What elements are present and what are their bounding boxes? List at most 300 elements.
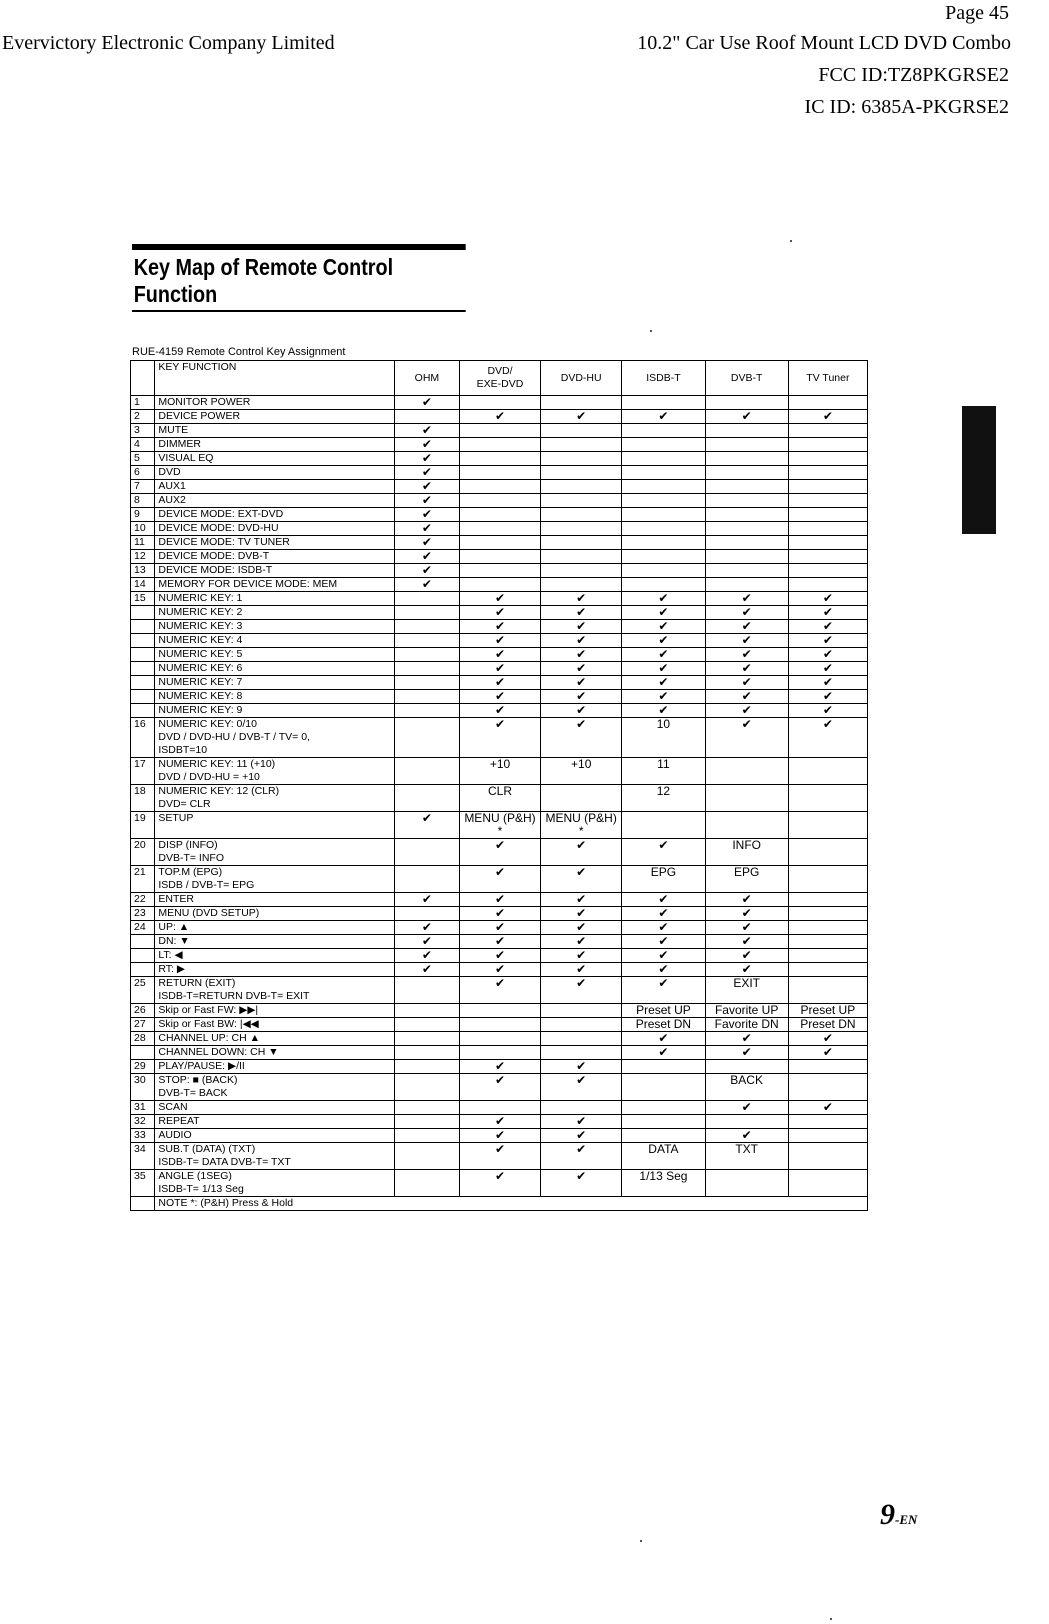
cell-dvd-hu: [541, 480, 622, 494]
cell-dvd-hu: [541, 1046, 622, 1060]
cell-ohm: [394, 977, 459, 1004]
cell-isdb-t: [622, 564, 705, 578]
table-row: [131, 662, 868, 676]
table-row: [131, 466, 868, 480]
key-function: PLAY/PAUSE: ▶/II: [155, 1060, 395, 1074]
table-row: [131, 676, 868, 690]
row-number: 7: [131, 480, 155, 494]
cell-tv-tuner: ✔: [788, 1101, 867, 1115]
key-function: DIMMER: [155, 438, 395, 452]
cell-ohm: [394, 866, 459, 893]
table-row: [131, 1170, 868, 1197]
cell-dvb-t: [705, 785, 788, 812]
table-row: [131, 1143, 868, 1170]
key-function: TOP.M (EPG) ISDB / DVB-T= EPG: [155, 866, 395, 893]
key-function: DN: ▼: [155, 935, 395, 949]
cell-dvd-hu: ✔: [541, 606, 622, 620]
cell-dvd-ext: ✔: [459, 1115, 540, 1129]
cell-tv-tuner: ✔: [788, 690, 867, 704]
cell-dvd-ext: ✔: [459, 1129, 540, 1143]
cell-dvb-t: ✔: [705, 921, 788, 935]
table-row: [131, 1018, 868, 1032]
cell-dvd-ext: ✔: [459, 921, 540, 935]
row-number: 21: [131, 866, 155, 893]
cell-dvd-hu: ✔: [541, 1115, 622, 1129]
company-name: Evervictory Electronic Company Limited: [2, 32, 335, 54]
key-function: REPEAT: [155, 1115, 395, 1129]
cell-tv-tuner: [788, 494, 867, 508]
row-number: 19: [131, 812, 155, 839]
cell-dvd-ext: ✔: [459, 893, 540, 907]
cell-dvd-ext: ✔: [459, 1060, 540, 1074]
note-row: [131, 1197, 868, 1211]
row-number: [131, 949, 155, 963]
cell-dvd-ext: ✔: [459, 648, 540, 662]
table-row: [131, 648, 868, 662]
row-number: 29: [131, 1060, 155, 1074]
cell-isdb-t: ✔: [622, 949, 705, 963]
cell-dvd-ext: [459, 396, 540, 410]
cell-dvb-t: Favorite DN: [705, 1018, 788, 1032]
table-row: [131, 921, 868, 935]
cell-dvd-hu: [541, 508, 622, 522]
cell-dvd-hu: ✔: [541, 949, 622, 963]
table-row: [131, 494, 868, 508]
row-number: 13: [131, 564, 155, 578]
key-function: MENU (DVD SETUP): [155, 907, 395, 921]
cell-tv-tuner: Preset DN: [788, 1018, 867, 1032]
cell-dvd-hu: ✔: [541, 410, 622, 424]
key-function: SETUP: [155, 812, 395, 839]
key-function: STOP: ■ (BACK) DVB-T= BACK: [155, 1074, 395, 1101]
table-row: [131, 606, 868, 620]
cell-dvd-hu: [541, 466, 622, 480]
cell-isdb-t: Preset UP: [622, 1004, 705, 1018]
header-tv-tuner: TV Tuner: [788, 361, 867, 396]
cell-isdb-t: ✔: [622, 704, 705, 718]
row-number: 20: [131, 839, 155, 866]
table-row: [131, 785, 868, 812]
cell-isdb-t: ✔: [622, 921, 705, 935]
cell-dvd-hu: +10: [541, 758, 622, 785]
cell-tv-tuner: [788, 893, 867, 907]
row-number: 17: [131, 758, 155, 785]
key-function: NUMERIC KEY: 4: [155, 634, 395, 648]
row-number: 28: [131, 1032, 155, 1046]
cell-dvd-ext: [459, 1018, 540, 1032]
cell-ohm: ✔: [394, 466, 459, 480]
row-number: 5: [131, 452, 155, 466]
row-number: 18: [131, 785, 155, 812]
table-row: [131, 704, 868, 718]
cell-tv-tuner: [788, 1143, 867, 1170]
cell-dvd-ext: [459, 1004, 540, 1018]
cell-tv-tuner: [788, 758, 867, 785]
cell-isdb-t: [622, 480, 705, 494]
cell-dvd-ext: [459, 522, 540, 536]
key-function: DEVICE MODE: ISDB-T: [155, 564, 395, 578]
cell-dvd-hu: MENU (P&H) *: [541, 812, 622, 839]
cell-dvd-hu: [541, 494, 622, 508]
cell-dvd-ext: ✔: [459, 690, 540, 704]
cell-dvb-t: ✔: [705, 620, 788, 634]
cell-dvb-t: ✔: [705, 606, 788, 620]
key-function: NUMERIC KEY: 2: [155, 606, 395, 620]
row-number: [131, 620, 155, 634]
cell-isdb-t: [622, 1074, 705, 1101]
cell-dvb-t: ✔: [705, 718, 788, 758]
key-function: ANGLE (1SEG) ISDB-T= 1/13 Seg: [155, 1170, 395, 1197]
cell-tv-tuner: [788, 564, 867, 578]
cell-tv-tuner: [788, 480, 867, 494]
key-function: NUMERIC KEY: 0/10 DVD / DVD-HU / DVB-T / TV= 0, ISDBT=10: [155, 718, 395, 758]
row-number: [131, 648, 155, 662]
note-num: [131, 1197, 155, 1211]
cell-dvd-ext: ✔: [459, 620, 540, 634]
cell-ohm: ✔: [394, 522, 459, 536]
cell-dvd-hu: ✔: [541, 592, 622, 606]
cell-ohm: ✔: [394, 921, 459, 935]
cell-ohm: [394, 606, 459, 620]
row-number: [131, 676, 155, 690]
cell-dvd-ext: ✔: [459, 704, 540, 718]
key-function: SCAN: [155, 1101, 395, 1115]
table-row: [131, 893, 868, 907]
table-row: [131, 866, 868, 893]
cell-isdb-t: [622, 1129, 705, 1143]
cell-tv-tuner: [788, 1129, 867, 1143]
cell-tv-tuner: [788, 1060, 867, 1074]
table-row: [131, 396, 868, 410]
cell-tv-tuner: ✔: [788, 1032, 867, 1046]
key-function: NUMERIC KEY: 5: [155, 648, 395, 662]
cell-dvd-hu: [541, 438, 622, 452]
cell-isdb-t: ✔: [622, 662, 705, 676]
cell-dvb-t: ✔: [705, 676, 788, 690]
cell-tv-tuner: [788, 1170, 867, 1197]
row-number: [131, 662, 155, 676]
cell-tv-tuner: ✔: [788, 648, 867, 662]
cell-isdb-t: Preset DN: [622, 1018, 705, 1032]
row-number: [131, 634, 155, 648]
cell-dvb-t: [705, 494, 788, 508]
table-row: [131, 620, 868, 634]
cell-isdb-t: ✔: [622, 592, 705, 606]
table-row: [131, 690, 868, 704]
page-mark: [880, 1498, 917, 1532]
page-number: Page 45: [945, 2, 1009, 24]
ic-id: IC ID: 6385A-PKGRSE2: [804, 96, 1009, 118]
cell-dvd-hu: ✔: [541, 634, 622, 648]
cell-tv-tuner: [788, 785, 867, 812]
cell-ohm: [394, 634, 459, 648]
cell-dvd-hu: ✔: [541, 907, 622, 921]
key-function: NUMERIC KEY: 6: [155, 662, 395, 676]
cell-tv-tuner: [788, 396, 867, 410]
table-row: [131, 758, 868, 785]
row-number: 8: [131, 494, 155, 508]
cell-isdb-t: EPG: [622, 866, 705, 893]
scan-speck: [640, 1540, 642, 1542]
scan-speck: [650, 330, 652, 332]
key-function: NUMERIC KEY: 8: [155, 690, 395, 704]
cell-ohm: ✔: [394, 949, 459, 963]
row-number: 6: [131, 466, 155, 480]
cell-ohm: [394, 1046, 459, 1060]
cell-tv-tuner: [788, 466, 867, 480]
scan-speck: [790, 240, 792, 242]
key-function: RETURN (EXIT) ISDB-T=RETURN DVB-T= EXIT: [155, 977, 395, 1004]
cell-isdb-t: 10: [622, 718, 705, 758]
cell-ohm: [394, 1060, 459, 1074]
cell-dvd-hu: [541, 578, 622, 592]
cell-dvd-ext: ✔: [459, 1170, 540, 1197]
key-function: NUMERIC KEY: 12 (CLR) DVD= CLR: [155, 785, 395, 812]
cell-dvd-ext: [459, 452, 540, 466]
cell-dvb-t: [705, 758, 788, 785]
cell-dvb-t: [705, 1115, 788, 1129]
row-number: 10: [131, 522, 155, 536]
cell-dvb-t: [705, 452, 788, 466]
cell-dvb-t: ✔: [705, 963, 788, 977]
cell-isdb-t: ✔: [622, 648, 705, 662]
cell-isdb-t: ✔: [622, 606, 705, 620]
key-function: DVD: [155, 466, 395, 480]
row-number: 11: [131, 536, 155, 550]
cell-dvd-ext: [459, 550, 540, 564]
cell-dvb-t: [705, 466, 788, 480]
cell-isdb-t: ✔: [622, 907, 705, 921]
cell-dvd-ext: [459, 466, 540, 480]
cell-dvd-ext: ✔: [459, 634, 540, 648]
cell-dvd-ext: MENU (P&H) *: [459, 812, 540, 839]
table-row: [131, 550, 868, 564]
cell-dvb-t: ✔: [705, 907, 788, 921]
cell-tv-tuner: [788, 977, 867, 1004]
cell-dvb-t: [705, 522, 788, 536]
cell-ohm: [394, 662, 459, 676]
cell-tv-tuner: [788, 839, 867, 866]
cell-tv-tuner: [788, 921, 867, 935]
key-map-body: [131, 396, 868, 1197]
cell-tv-tuner: ✔: [788, 718, 867, 758]
cell-dvb-t: TXT: [705, 1143, 788, 1170]
cell-dvd-ext: CLR: [459, 785, 540, 812]
cell-dvd-hu: ✔: [541, 690, 622, 704]
key-function: NUMERIC KEY: 11 (+10) DVD / DVD-HU = +10: [155, 758, 395, 785]
row-number: 34: [131, 1143, 155, 1170]
table-row: [131, 1060, 868, 1074]
cell-dvd-hu: ✔: [541, 866, 622, 893]
product-title: 10.2" Car Use Roof Mount LCD DVD Combo: [637, 32, 1011, 54]
table-row: [131, 592, 868, 606]
key-function: RT: ▶: [155, 963, 395, 977]
cell-isdb-t: ✔: [622, 893, 705, 907]
cell-dvd-ext: ✔: [459, 662, 540, 676]
key-function: AUX1: [155, 480, 395, 494]
cell-ohm: ✔: [394, 508, 459, 522]
table-note: NOTE *: (P&H) Press & Hold: [155, 1197, 868, 1211]
cell-isdb-t: [622, 812, 705, 839]
key-function: MONITOR POWER: [155, 396, 395, 410]
cell-isdb-t: 12: [622, 785, 705, 812]
cell-dvb-t: ✔: [705, 592, 788, 606]
row-number: 30: [131, 1074, 155, 1101]
cell-ohm: ✔: [394, 536, 459, 550]
cell-dvb-t: ✔: [705, 1032, 788, 1046]
key-function: SUB.T (DATA) (TXT) ISDB-T= DATA DVB-T= TXT: [155, 1143, 395, 1170]
cell-dvd-hu: ✔: [541, 648, 622, 662]
cell-dvb-t: Favorite UP: [705, 1004, 788, 1018]
key-function: NUMERIC KEY: 3: [155, 620, 395, 634]
row-number: 4: [131, 438, 155, 452]
cell-tv-tuner: [788, 550, 867, 564]
table-row: [131, 963, 868, 977]
cell-tv-tuner: [788, 424, 867, 438]
cell-dvd-ext: ✔: [459, 935, 540, 949]
row-number: 27: [131, 1018, 155, 1032]
row-number: 14: [131, 578, 155, 592]
cell-dvd-hu: [541, 522, 622, 536]
cell-dvb-t: BACK: [705, 1074, 788, 1101]
cell-dvd-hu: [541, 1032, 622, 1046]
cell-dvd-hu: [541, 550, 622, 564]
cell-dvb-t: ✔: [705, 648, 788, 662]
cell-tv-tuner: [788, 812, 867, 839]
cell-dvb-t: [705, 812, 788, 839]
cell-dvd-ext: ✔: [459, 963, 540, 977]
cell-dvd-hu: ✔: [541, 839, 622, 866]
cell-dvd-ext: ✔: [459, 410, 540, 424]
cell-isdb-t: ✔: [622, 676, 705, 690]
key-function: DEVICE MODE: DVD-HU: [155, 522, 395, 536]
cell-ohm: [394, 592, 459, 606]
key-function: MEMORY FOR DEVICE MODE: MEM: [155, 578, 395, 592]
cell-dvd-ext: [459, 494, 540, 508]
cell-dvd-hu: [541, 1018, 622, 1032]
cell-ohm: [394, 758, 459, 785]
header-isdb-t: ISDB-T: [622, 361, 705, 396]
key-function: CHANNEL DOWN: CH ▼: [155, 1046, 395, 1060]
row-number: 24: [131, 921, 155, 935]
table-row: [131, 410, 868, 424]
cell-dvd-ext: [459, 536, 540, 550]
cell-tv-tuner: [788, 536, 867, 550]
cell-isdb-t: [622, 508, 705, 522]
cell-ohm: [394, 907, 459, 921]
cell-dvb-t: ✔: [705, 893, 788, 907]
row-number: 12: [131, 550, 155, 564]
cell-isdb-t: [622, 494, 705, 508]
cell-dvd-ext: ✔: [459, 718, 540, 758]
cell-ohm: ✔: [394, 963, 459, 977]
cell-dvd-hu: [541, 1004, 622, 1018]
row-number: 2: [131, 410, 155, 424]
cell-isdb-t: ✔: [622, 977, 705, 1004]
header-dvb-t: DVB-T: [705, 361, 788, 396]
cell-dvb-t: ✔: [705, 1046, 788, 1060]
cell-isdb-t: 1/13 Seg: [622, 1170, 705, 1197]
cell-dvd-hu: ✔: [541, 1143, 622, 1170]
cell-isdb-t: [622, 466, 705, 480]
cell-ohm: [394, 1074, 459, 1101]
cell-isdb-t: ✔: [622, 839, 705, 866]
cell-dvd-ext: [459, 480, 540, 494]
cell-dvd-hu: ✔: [541, 963, 622, 977]
key-function: DEVICE POWER: [155, 410, 395, 424]
cell-tv-tuner: [788, 907, 867, 921]
row-number: [131, 690, 155, 704]
cell-ohm: [394, 839, 459, 866]
cell-ohm: [394, 1101, 459, 1115]
table-row: [131, 949, 868, 963]
row-number: 35: [131, 1170, 155, 1197]
cell-ohm: ✔: [394, 396, 459, 410]
cell-tv-tuner: [788, 1074, 867, 1101]
cell-isdb-t: [622, 1101, 705, 1115]
key-function: Skip or Fast BW: |◀◀: [155, 1018, 395, 1032]
cell-tv-tuner: ✔: [788, 662, 867, 676]
cell-dvb-t: ✔: [705, 690, 788, 704]
table-row: [131, 1046, 868, 1060]
page-mark-suffix: -EN: [895, 1512, 918, 1527]
table-row: [131, 1129, 868, 1143]
table-row: [131, 508, 868, 522]
header-key-function: KEY FUNCTION: [155, 361, 395, 396]
cell-dvd-hu: ✔: [541, 704, 622, 718]
cell-dvd-ext: ✔: [459, 866, 540, 893]
cell-isdb-t: ✔: [622, 1032, 705, 1046]
cell-ohm: [394, 718, 459, 758]
cell-tv-tuner: ✔: [788, 592, 867, 606]
cell-dvd-ext: ✔: [459, 949, 540, 963]
cell-dvd-hu: [541, 785, 622, 812]
cell-ohm: [394, 648, 459, 662]
key-function: UP: ▲: [155, 921, 395, 935]
cell-ohm: [394, 676, 459, 690]
cell-dvd-ext: ✔: [459, 676, 540, 690]
cell-isdb-t: [622, 452, 705, 466]
row-number: 23: [131, 907, 155, 921]
cell-ohm: [394, 704, 459, 718]
cell-ohm: ✔: [394, 893, 459, 907]
cell-tv-tuner: [788, 963, 867, 977]
cell-dvb-t: [705, 480, 788, 494]
row-number: 22: [131, 893, 155, 907]
cell-isdb-t: [622, 536, 705, 550]
key-function: NUMERIC KEY: 9: [155, 704, 395, 718]
key-function: DEVICE MODE: EXT-DVD: [155, 508, 395, 522]
key-function: DEVICE MODE: TV TUNER: [155, 536, 395, 550]
table-row: [131, 839, 868, 866]
cell-isdb-t: DATA: [622, 1143, 705, 1170]
cell-dvd-hu: ✔: [541, 1060, 622, 1074]
table-row: [131, 718, 868, 758]
cell-isdb-t: [622, 438, 705, 452]
cell-dvd-ext: ✔: [459, 606, 540, 620]
row-number: 9: [131, 508, 155, 522]
key-function: NUMERIC KEY: 7: [155, 676, 395, 690]
cell-dvd-ext: [459, 1101, 540, 1115]
table-row: [131, 1074, 868, 1101]
cell-dvd-ext: ✔: [459, 839, 540, 866]
cell-dvd-ext: ✔: [459, 1143, 540, 1170]
cell-dvb-t: [705, 1170, 788, 1197]
cell-dvd-hu: [541, 424, 622, 438]
table-row: [131, 1004, 868, 1018]
cell-dvd-hu: ✔: [541, 718, 622, 758]
cell-isdb-t: [622, 578, 705, 592]
